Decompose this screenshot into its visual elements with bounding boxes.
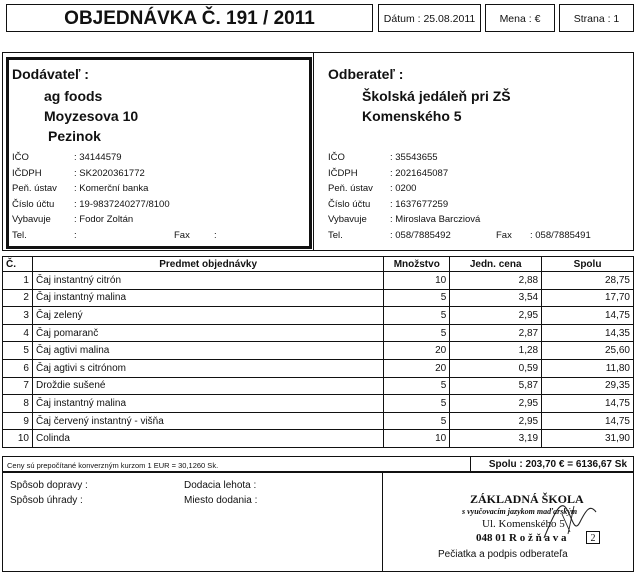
cell-item: Droždie sušené [32,377,383,395]
table-row [3,412,634,430]
supplier-fields [12,152,217,245]
cell-unit-price: 3,19 [450,430,542,448]
items-table [2,256,634,448]
cell-total: 14,75 [542,307,634,325]
field-label: IČDPH [12,167,42,179]
col-header-no: Č. [3,257,33,272]
order-date: Dátum : 25.08.2011 [378,4,481,32]
signature-icon [540,494,600,544]
stamp-line-3: Ul. Komenského 5 [482,518,565,530]
parties-divider [313,52,314,251]
cell-item: Colinda [32,430,383,448]
cell-unit-price: 3,54 [450,289,542,307]
cell-item: Čaj instantný malina [32,395,383,413]
field-value: : SK2020361772 [74,167,145,179]
payment-label: Spôsob úhrady : [10,495,83,506]
stamp-box: 2 [586,531,600,544]
cell-qty: 5 [384,412,450,430]
field-label: Tel. [328,229,343,241]
cell-unit-price: 5,87 [450,377,542,395]
field-value: : 35543655 [390,152,438,163]
field-value: : [74,229,77,241]
field-label: Vybavuje [12,214,51,225]
col-header-total: Spolu [542,257,634,272]
cell-unit-price: 2,95 [450,395,542,413]
table-row [3,342,634,360]
field-label: Tel. [12,229,27,241]
customer-street: Komenského 5 [362,108,462,124]
cell-qty: 5 [384,377,450,395]
deadline-label: Dodacia lehota : [184,480,257,491]
table-row [3,307,634,325]
cell-total: 14,75 [542,395,634,413]
cell-no: 5 [3,342,33,360]
supplier-heading: Dodávateľ : [12,66,89,82]
field-label: Peň. ústav [328,183,373,194]
cell-total: 28,75 [542,272,634,290]
cell-no: 3 [3,307,33,325]
col-header-unit-price: Jedn. cena [450,257,542,272]
table-row [3,377,634,395]
field-label: IČDPH [328,167,358,179]
cell-item: Čaj instantný malina [32,289,383,307]
cell-no: 4 [3,324,33,342]
supplier-city: Pezinok [48,128,101,144]
field-value: : 19-9837240277/8100 [74,198,170,210]
field-label: IČO [12,152,29,163]
table-header-row [3,257,634,272]
cell-unit-price: 2,95 [450,412,542,430]
field-value: : Miroslava Barcziová [390,214,481,225]
signature-label: Pečiatka a podpis odberateľa [438,549,568,560]
delivery-divider [382,472,383,572]
cell-no: 10 [3,430,33,448]
cell-item: Čaj zelený [32,307,383,325]
stamp-line-2: s vyučovacím jazykom maďarským [462,507,578,516]
cell-total: 17,70 [542,289,634,307]
field-value: : 0200 [390,183,417,194]
fax-value: : [214,229,217,241]
cell-total: 14,75 [542,412,634,430]
cell-qty: 5 [384,324,450,342]
cell-qty: 10 [384,272,450,290]
table-row [3,359,634,377]
cell-unit-price: 0,59 [450,359,542,377]
cell-total: 14,35 [542,324,634,342]
field-label: Vybavuje [328,214,367,225]
cell-total: 31,90 [542,430,634,448]
table-row [3,395,634,413]
cell-unit-price: 2,95 [450,307,542,325]
cell-no: 2 [3,289,33,307]
cell-total: 11,80 [542,359,634,377]
cell-item: Čaj agtivi malina [32,342,383,360]
stamp-line-4: 048 01 R o ž ň a v a [476,532,567,544]
cell-qty: 20 [384,342,450,360]
fax-label: Fax [174,229,190,241]
supplier-street: Moyzesova 10 [44,108,139,124]
grand-total: Spolu : 203,70 € = 6136,67 Sk [488,459,627,470]
supplier-name: ag foods [44,88,103,104]
conversion-note: Ceny sú prepočítané konverzným kurzom 1 EUR = 30,1260 Sk. [7,461,219,470]
field-label: Peň. ústav [12,183,57,194]
cell-unit-price: 2,87 [450,324,542,342]
cell-qty: 5 [384,395,450,413]
order-currency: Mena : € [485,4,555,32]
col-header-qty: Množstvo [384,257,450,272]
customer-heading: Odberateľ : [328,66,404,82]
cell-no: 6 [3,359,33,377]
cell-total: 29,35 [542,377,634,395]
cell-qty: 20 [384,359,450,377]
cell-no: 8 [3,395,33,413]
order-title: OBJEDNÁVKA Č. 191 / 2011 [6,4,373,32]
cell-unit-price: 1,28 [450,342,542,360]
cell-total: 25,60 [542,342,634,360]
order-page: Strana : 1 [559,4,634,32]
place-label: Miesto dodania : [184,495,258,506]
field-value: : 34144579 [74,152,122,163]
customer-fields [328,152,591,245]
cell-item: Čaj instantný citrón [32,272,383,290]
cell-no: 7 [3,377,33,395]
field-label: IČO [328,152,345,163]
field-value: : 1637677259 [390,198,449,210]
cell-qty: 10 [384,430,450,448]
field-value: : Fodor Zoltán [74,214,134,225]
cell-item: Čaj červený instantný - višňa [32,412,383,430]
cell-unit-price: 2,88 [450,272,542,290]
cell-qty: 5 [384,289,450,307]
totals-row [2,456,634,472]
field-value: : Komerční banka [74,183,149,194]
table-row [3,430,634,448]
field-value: : 058/7885492 [390,229,451,241]
col-header-item: Predmet objednávky [32,257,383,272]
customer-name: Školská jedáleň pri ZŠ [362,88,511,104]
cell-item: Čaj agtivi s citrónom [32,359,383,377]
transport-label: Spôsob dopravy : [10,480,88,491]
cell-qty: 5 [384,307,450,325]
table-row [3,324,634,342]
fax-label: Fax [496,229,512,241]
stamp-line-1: ZÁKLADNÁ ŠKOLA [470,492,584,506]
cell-no: 1 [3,272,33,290]
field-label: Číslo účtu [328,198,371,210]
table-row [3,289,634,307]
totals-divider [470,456,471,472]
field-label: Číslo účtu [12,198,55,210]
table-row [3,272,634,290]
fax-value: : 058/7885491 [530,229,591,241]
field-value: : 2021645087 [390,167,449,179]
cell-item: Čaj pomaranč [32,324,383,342]
cell-no: 9 [3,412,33,430]
